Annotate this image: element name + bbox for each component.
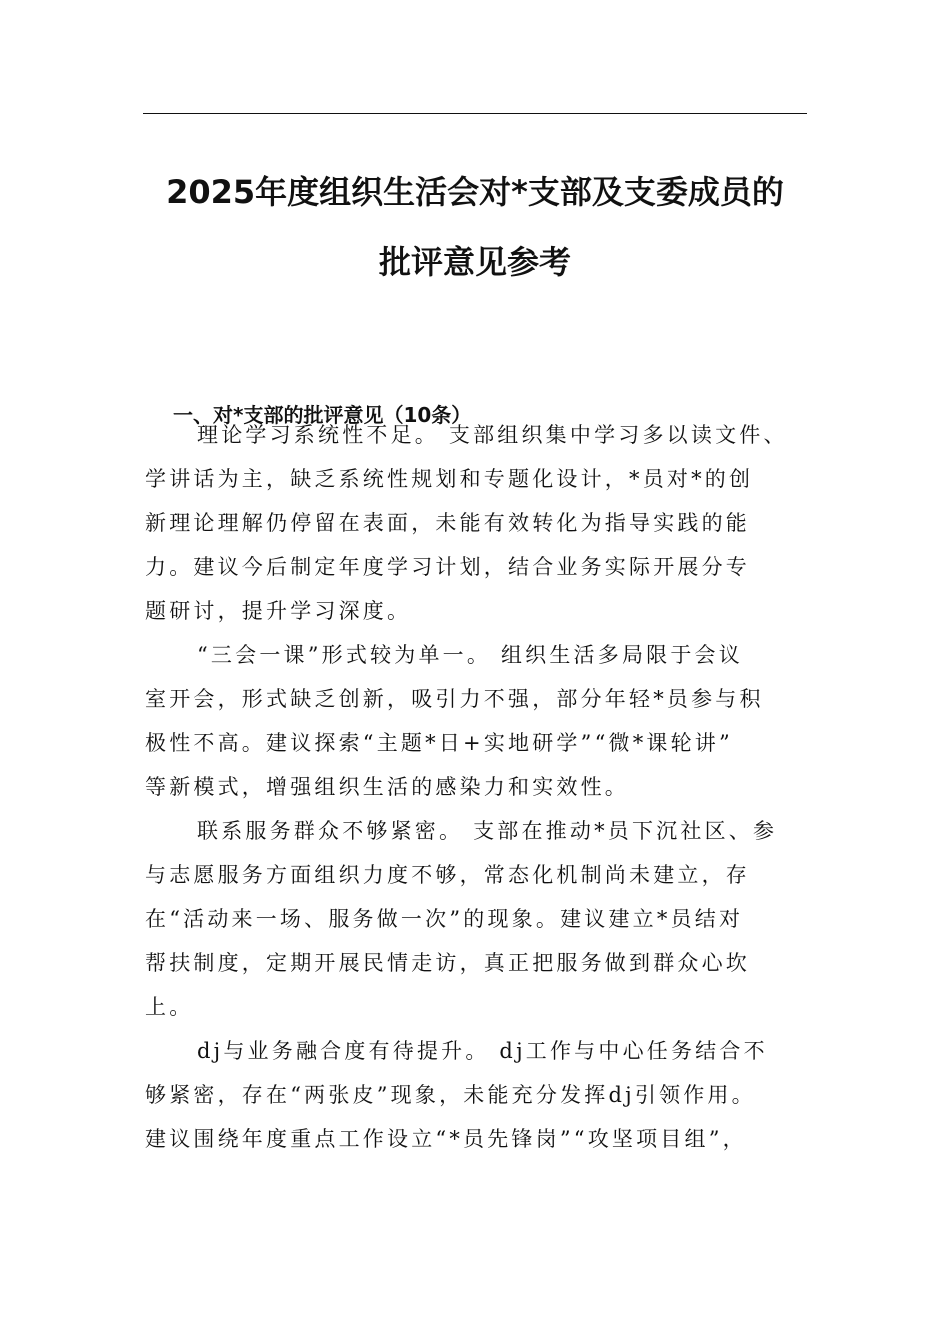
paragraph-line: 室开会，形式缺乏创新，吸引力不强，部分年轻*员参与积 xyxy=(145,687,764,711)
paragraph-line: dj与业务融合度有待提升。 dj工作与中心任务结合不 xyxy=(197,1039,768,1063)
paragraph-line: 联系服务群众不够紧密。 支部在推动*员下沉社区、参 xyxy=(197,819,778,843)
document-title-line-1: 2025年度组织生活会对*支部及支委成员的 xyxy=(166,173,784,211)
paragraph-line: 理论学习系统性不足。 支部组织集中学习多以读文件、 xyxy=(197,423,788,447)
paragraph-line: 建议围绕年度重点工作设立“*员先锋岗”“攻坚项目组”， xyxy=(145,1127,747,1151)
paragraph-line: 在“活动来一场、服务做一次”的现象。建议建立*员结对 xyxy=(145,907,744,931)
paragraph-line: 题研讨，提升学习深度。 xyxy=(145,599,412,623)
paragraph-line: “三会一课”形式较为单一。 组织生活多局限于会议 xyxy=(197,643,743,667)
paragraph-line: 够紧密，存在“两张皮”现象，未能充分发挥dj引领作用。 xyxy=(145,1083,756,1107)
paragraph-line: 力。建议今后制定年度学习计划，结合业务实际开展分专 xyxy=(145,555,750,579)
section-heading-1: 一、对*支部的批评意见（10条） xyxy=(173,403,472,427)
paragraph-line: 上。 xyxy=(145,995,194,1019)
paragraph-line: 新理论理解仍停留在表面，未能有效转化为指导实践的能 xyxy=(145,511,750,535)
paragraph-line: 极性不高。建议探索“主题*日+实地研学”“微*课轮讲” xyxy=(145,731,733,755)
document-title-line-2: 批评意见参考 xyxy=(378,243,571,281)
paragraph-line: 学讲话为主，缺乏系统性规划和专题化设计，*员对*的创 xyxy=(145,467,754,491)
paragraph-line: 帮扶制度，定期开展民情走访，真正把服务做到群众心坎 xyxy=(145,951,750,975)
paragraph-line: 等新模式，增强组织生活的感染力和实效性。 xyxy=(145,775,629,799)
header-rule xyxy=(143,113,807,114)
paragraph-line: 与志愿服务方面组织力度不够，常态化机制尚未建立，存 xyxy=(145,863,750,887)
